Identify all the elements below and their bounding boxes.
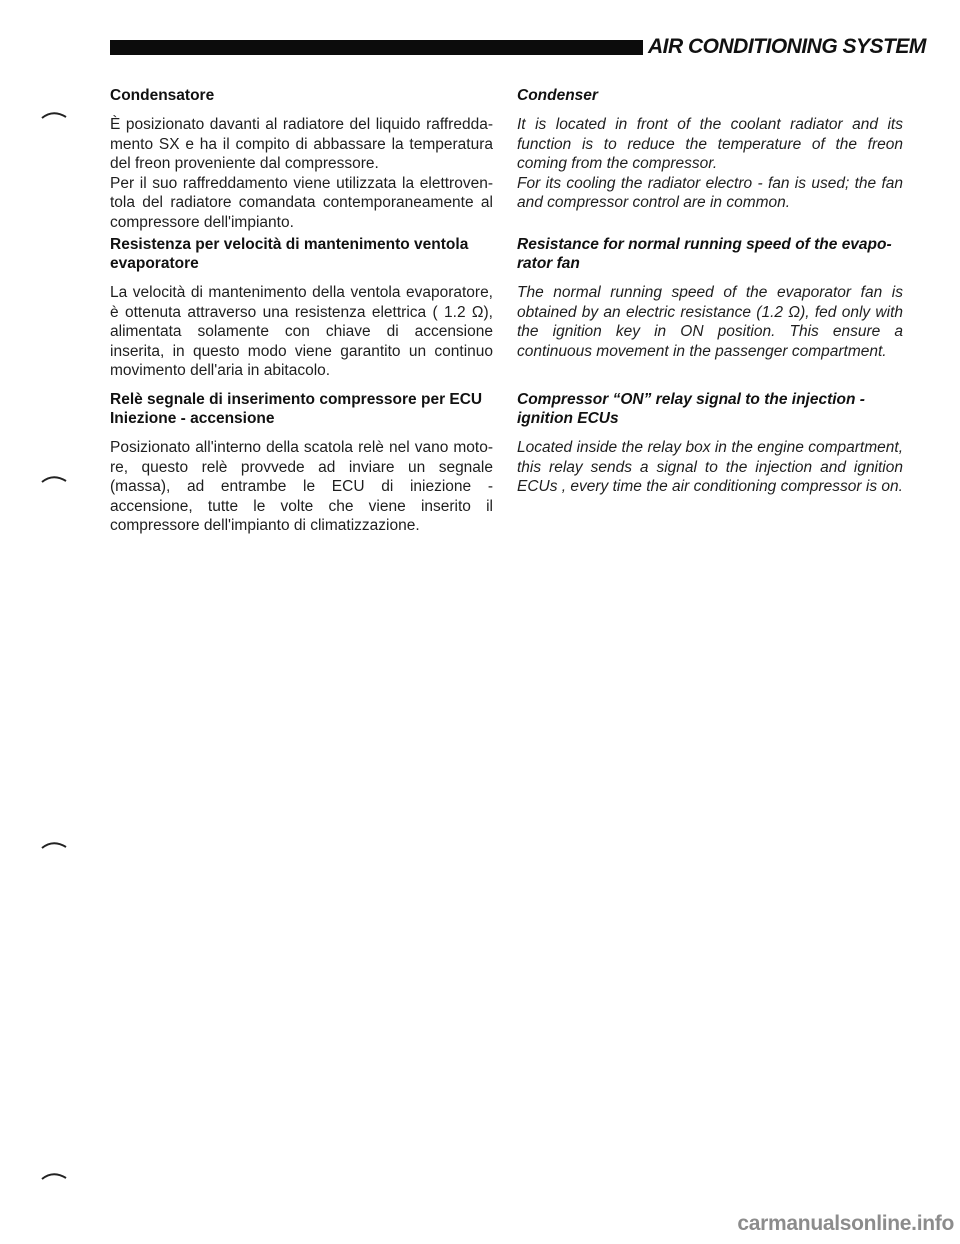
paragraph: For its cooling the radiator electro - fan is used; the fan and compressor control are in common. (517, 174, 903, 211)
section-heading: Condensatore (110, 87, 215, 104)
paragraph: Located inside the relay box in the engine compartment, this relay sends a signal to the injection and ignition ECUs , every time the air conditioning compressor is on. (517, 439, 903, 495)
section-heading: Relè segnale di inserimento compressore per ECU Iniezione - accensione (110, 391, 483, 427)
section-condensatore (110, 86, 493, 244)
header-rule-bar (110, 40, 643, 55)
paragraph: È posizionato davanti al radiatore del liquido raffredda-mento SX e ha il compito di abbassare la temperatura del freon proveniente dal compressore. (110, 116, 493, 172)
paragraph: La velocità di mantenimento della ventola evaporatore, è ottenuta attraverso una resistenza elettrica ( 1.2 Ω), alimentata solamente con chiave di accensione inserita, in questo modo viene garantito un continuo movimento dell'aria in abitacolo. (110, 284, 493, 379)
section-title: AIR CONDITIONING SYSTEM (648, 35, 926, 58)
binding-hole-mark (41, 475, 67, 483)
binding-hole-mark (41, 841, 67, 849)
english-column (517, 86, 903, 495)
section-resistenza (110, 235, 493, 381)
paragraph: Per il suo raffreddamento viene utilizzata la elettroven-tola del radiatore comandata contemporaneamente al compressore dell'impianto. (110, 174, 493, 231)
section-heading: Condenser (517, 87, 598, 104)
binding-hole-mark (41, 1172, 67, 1180)
site-watermark: carmanualsonline.info (737, 1212, 954, 1235)
section-heading: Resistance for normal running speed of the evapo-rator fan (517, 236, 892, 272)
paragraph: It is located in front of the coolant radiator and its function is to reduce the temperature of the freon coming from the compressor. (517, 116, 903, 172)
section-rele (110, 390, 493, 536)
section-resistance (517, 235, 903, 361)
paragraph: Posizionato all'interno della scatola relè nel vano moto-re, questo relè provvede ad inviare un segnale (massa), ad entrambe le ECU di iniezione - accensione, tutte le volte che viene inserito il compressore dell'impianto di climatizzazione. (110, 439, 493, 534)
binding-hole-mark (41, 111, 67, 119)
italian-column (110, 86, 493, 534)
section-condenser (517, 86, 903, 244)
section-heading: Compressor “ON” relay signal to the injection - ignition ECUs (517, 391, 865, 427)
section-compressor-relay (517, 390, 903, 497)
paragraph: The normal running speed of the evaporator fan is obtained by an electric resistance (1.2 Ω), fed only with the ignition key in ON position. This ensure a continuous movement in the passenger compartment. (517, 284, 903, 360)
section-heading: Resistenza per velocità di mantenimento ventola evaporatore (110, 236, 469, 272)
